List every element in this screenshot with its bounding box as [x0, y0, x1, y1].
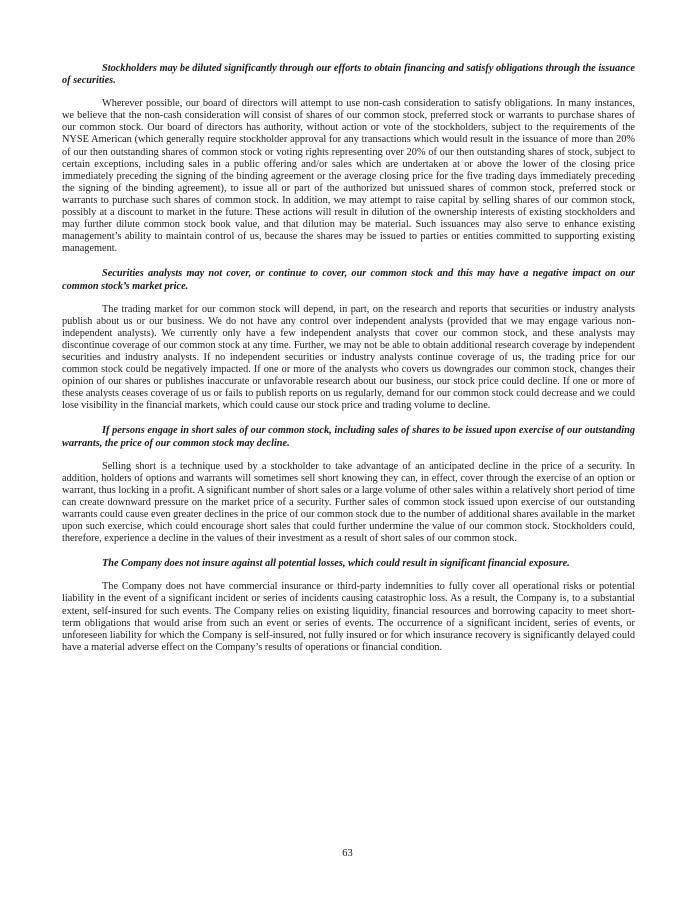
- risk-factor-analyst-coverage: [62, 268, 635, 412]
- section-body: The trading market for our common stock will depend, in part, on the research and reports that securities or industry analysts publish about us or our business. We do not have any control over independent analysts (provided that we may engage various non-independent analysts). We currently only have a few independent analysts that cover our common stock, and these analysts may discontinue coverage of our common stock at any time. Further, we may not be able to obtain additional research coverage by independent securities and industry analysts. If no independent securities or industry analysts continue coverage of us, the trading price for our common stock could be negatively impacted. If one or more of the analysts who covers us downgrades our common stock, changes their opinion of our shares or publishes inaccurate or unfavorable research about our business, our stock price could decline. If one or more of these analysts ceases coverage of us or fails to publish reports on us regularly, demand for our common stock could decrease and we could lose visibility in the financial markets, which could cause our stock price and trading volume to decline.: [62, 303, 635, 412]
- section-body: Selling short is a technique used by a stockholder to take advantage of an anticipated decline in the price of a security. In addition, holders of options and warrants will sometimes sell short knowing they can, in effect, cover through the exercise of an option or warrant, thus locking in a profit. A significant number of short sales or a large volume of other sales within a relatively short period of time can create downward pressure on the market price of a security. Further sales of common stock issued upon exercise of our outstanding warrants could cause even greater declines in the price of our common stock due to the number of additional shares available in the market upon such exercise, which could encourage short sales that could further undermine the value of our common stock. Stockholders could, therefore, experience a decline in the values of their investment as a result of short sales of our common stock.: [62, 460, 635, 545]
- page-number: 63: [342, 848, 353, 859]
- section-heading: The Company does not insure against all potential losses, which could result in significant financial exposure.: [102, 558, 570, 570]
- risk-factor-insurance: [62, 558, 635, 654]
- section-heading: Securities analysts may not cover, or continue to cover, our common stock and this may have a negative impact on our common stock’s market price.: [62, 268, 635, 292]
- section-heading: If persons engage in short sales of our common stock, including sales of shares to be issued upon exercise of our outstanding warrants, the price of our common stock may decline.: [62, 425, 635, 449]
- section-body: Wherever possible, our board of directors will attempt to use non-cash consideration to satisfy obligations. In many instances, we believe that the non-cash consideration will consist of shares of our common stock, preferred stock or warrants to purchase shares of our common stock. Our board of directors has authority, without action or vote of the stockholders, subject to the requirements of the NYSE American (which generally require stockholder approval for any transactions which would result in the issuance of more than 20% of our then outstanding shares of common stock or voting rights representing over 20% of our then outstanding shares of stock, subject to certain exceptions, including sales in a public offering and/or sales which are undertaken at or above the lower of the closing price immediately preceding the signing of the binding agreement or the average closing price for the five trading days immediately preceding the signing of the binding agreement), to issue all or part of the authorized but unissued shares of common stock, preferred stock or warrants to purchase such shares of common stock. In addition, we may attempt to raise capital by selling shares of our common stock, possibly at a discount to market in the future. These actions will result in dilution of the ownership interests of existing stockholders and may further dilute common stock book value, and that dilution may be material. Such issuances may also serve to enhance existing management’s ability to maintain control of us, because the shares may be issued to parties or entities committed to supporting existing management.: [62, 98, 635, 255]
- section-heading: Stockholders may be diluted significantly through our efforts to obtain financing and satisfy obligations through the issuance of securities.: [62, 63, 635, 87]
- risk-factor-dilution: [62, 63, 635, 255]
- risk-factor-short-sales: [62, 425, 635, 545]
- section-body: The Company does not have commercial insurance or third-party indemnities to fully cover all operational risks or potential liability in the event of a significant incident or series of incidents causing catastrophic loss. As a result, the Company is, to a substantial extent, self-insured for such events. The Company relies on existing liquidity, financial resources and borrowing capacity to meet short-term obligations that would arise from such an event or series of events. The occurrence of a significant incident, series of events, or unforeseen liability for which the Company is self-insured, not fully insured or for which insurance recovery is significantly delayed could have a material adverse effect on the Company’s results of operations or financial condition.: [62, 581, 635, 653]
- document-page: [62, 63, 635, 667]
